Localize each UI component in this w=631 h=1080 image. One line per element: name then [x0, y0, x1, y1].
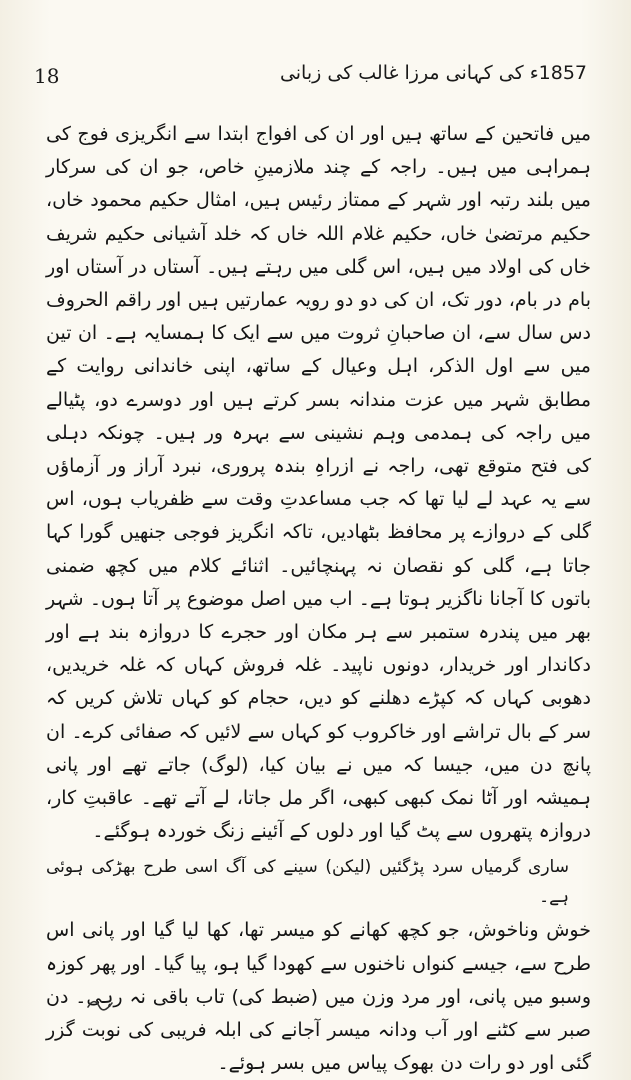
verse-line: ساری گرمیاں سرد پڑگئیں (لیکن) سینے کی آگ اسی طرح بھڑکی ہوئی ہے۔ — [46, 857, 569, 908]
paragraph-2: خوش وناخوش، جو کچھ کھانے کو میسر تھا، کھا لیا گیا اور پانی اس طرح سے، جیسے کنواں ناخنوں سے کھودا گیا ہو، پیا گیا۔ اور پھر کوزہ وسبو میں پانی، اور مرد وزن میں (ضبط کی) تاب باقی نہ رہی۔ دن صبر سے کٹنے اور آب ودانہ میسر آجانے کی ابلہ فریبی کی نوبت گزر گئی اور دو رات دن بھوک پیاس میں بسر ہوئے۔ — [46, 919, 591, 1075]
page-number: 18 — [34, 64, 60, 88]
page-body — [46, 118, 591, 1080]
page-header — [34, 62, 587, 102]
end-squiggle-mark — [86, 998, 114, 1012]
running-title: 1857ء کی کہانی مرزا غالب کی زبانی — [279, 62, 587, 84]
paragraph-1: میں فاتحین کے ساتھ ہیں اور ان کی افواج ابتدا سے انگریزی فوج کی ہمراہی میں ہیں۔ راجہ کے چند ملازمینِ خاص، جو ان کی سرکار میں بلند رتبہ اور شہر کے ممتاز رئیس ہیں، امثال حکیم محمود خاں، حکیم مرتضیٰ خاں، حکیم غلام اللہ خاں کہ خلد آشیانی حکیم شریف خاں کی اولاد میں ہیں، اس گلی میں رہتے ہیں۔ آستاں در آستاں اور بام در بام، دور تک، ان کی دو دو رویہ عمارتیں ہیں اور راقم الحروف دس سال سے، ان صاحبانِ ثروت میں سے ایک کا ہمسایہ ہے۔ ان تین میں سے اول الذکر، اہل وعیال کے ساتھ، اپنی خاندانی روایت کے مطابق شہر میں عزت مندانہ بسر کرتے ہیں اور دوسرے دو، پٹیالے میں راجہ کی ہمدمی وہم نشینی سے بہرہ ور ہیں۔ چونکہ دہلی کی فتح متوقع تھی، راجہ نے ازراہِ بندہ پروری، نبرد آراز ور آزماؤں سے یہ عہد لے لیا تھا کہ جب مساعدتِ وقت سے ظفریاب ہوں، اس گلی کے دروازے پر محافظ بٹھادیں، تاکہ انگریز فوجی جنھیں گورا کہا جاتا ہے، گلی کو نقصان نہ پہنچائیں۔ اثنائے کلام میں کچھ ضمنی باتوں کا آجانا ناگزیر ہوتا ہے۔ اب میں اصل موضوع پر آتا ہوں۔ شہر بھر میں پندرہ ستمبر سے ہر مکان اور حجرے کا دروازہ بند ہے اور دکاندار اور خریدار، دونوں ناپید۔ غلہ فروش کہاں کہ غلہ خریدیں، دھوبی کہاں کہ کپڑے دھلنے کو دیں، حجام کو کہاں تلاش کریں کہ سر کے بال تراشے اور خاکروب کو کہاں سے لائیں کہ صفائی کرے۔ ان پانچ دن میں، جیسا کہ میں نے بیان کیا، (لوگ) جاتے تھے اور پانی ہمیشہ اور آٹا نمک کبھی کبھی، اگر مل جاتا، لے آتے تھے۔ عاقبتِ کار، دروازہ پتھروں سے پٹ گیا اور دلوں کے آئینے زنگ خوردہ ہوگئے۔ — [46, 123, 591, 843]
